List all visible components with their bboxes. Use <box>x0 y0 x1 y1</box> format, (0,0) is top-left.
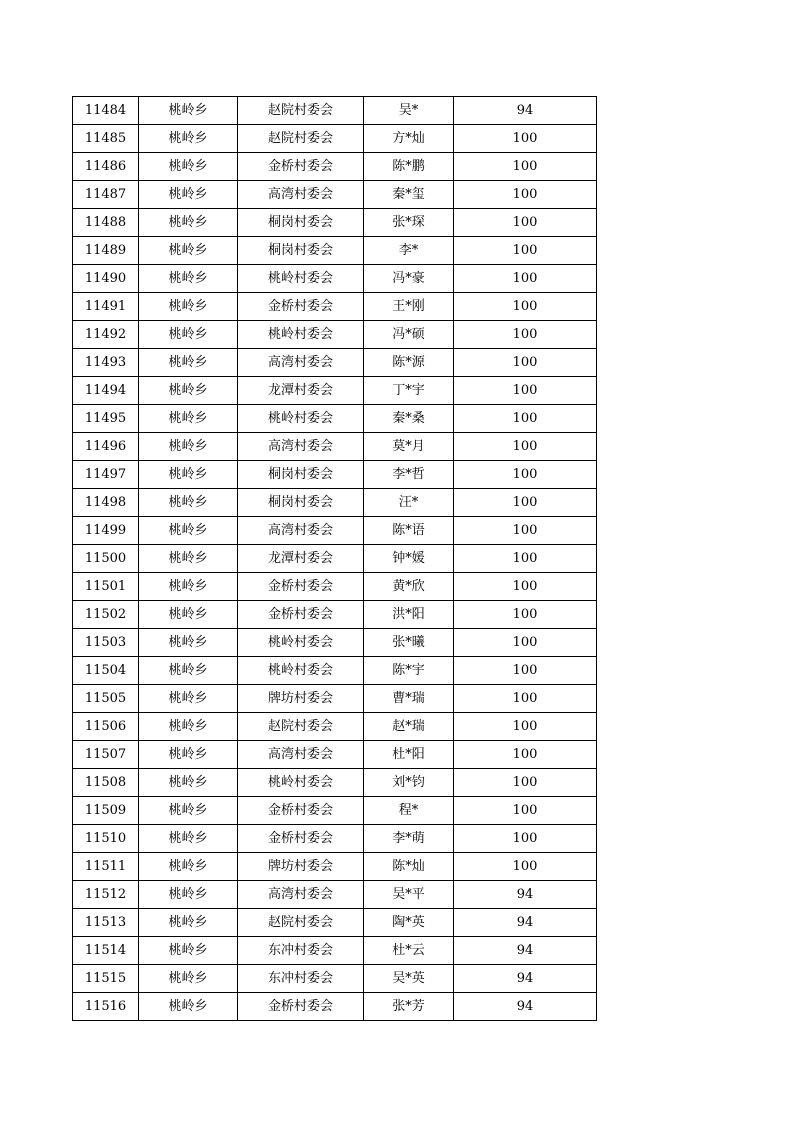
record-id-cell: 11513 <box>73 909 139 937</box>
record-id-cell: 11506 <box>73 713 139 741</box>
amount-cell: 100 <box>454 321 597 349</box>
amount-cell: 100 <box>454 265 597 293</box>
village-cell: 桐岗村委会 <box>238 237 364 265</box>
township-cell: 桃岭乡 <box>139 265 238 293</box>
amount-cell: 100 <box>454 741 597 769</box>
township-cell: 桃岭乡 <box>139 293 238 321</box>
township-cell: 桃岭乡 <box>139 965 238 993</box>
village-cell: 高湾村委会 <box>238 349 364 377</box>
person-name-cell: 冯*硕 <box>364 321 454 349</box>
village-cell: 龙潭村委会 <box>238 545 364 573</box>
amount-cell: 100 <box>454 433 597 461</box>
record-id-cell: 11485 <box>73 125 139 153</box>
record-id-cell: 11514 <box>73 937 139 965</box>
record-id-cell: 11503 <box>73 629 139 657</box>
person-name-cell: 洪*阳 <box>364 601 454 629</box>
village-cell: 高湾村委会 <box>238 433 364 461</box>
person-name-cell: 陈*宇 <box>364 657 454 685</box>
person-name-cell: 吴*平 <box>364 881 454 909</box>
township-cell: 桃岭乡 <box>139 181 238 209</box>
amount-cell: 100 <box>454 153 597 181</box>
township-cell: 桃岭乡 <box>139 881 238 909</box>
amount-cell: 100 <box>454 489 597 517</box>
township-cell: 桃岭乡 <box>139 741 238 769</box>
person-name-cell: 陈*源 <box>364 349 454 377</box>
amount-cell: 100 <box>454 853 597 881</box>
person-name-cell: 汪* <box>364 489 454 517</box>
village-cell: 赵院村委会 <box>238 909 364 937</box>
township-cell: 桃岭乡 <box>139 853 238 881</box>
record-id-cell: 11512 <box>73 881 139 909</box>
township-cell: 桃岭乡 <box>139 489 238 517</box>
township-cell: 桃岭乡 <box>139 573 238 601</box>
record-id-cell: 11508 <box>73 769 139 797</box>
amount-cell: 100 <box>454 293 597 321</box>
township-cell: 桃岭乡 <box>139 153 238 181</box>
person-name-cell: 吴*英 <box>364 965 454 993</box>
person-name-cell: 秦*玺 <box>364 181 454 209</box>
amount-cell: 100 <box>454 769 597 797</box>
person-name-cell: 王*刚 <box>364 293 454 321</box>
township-cell: 桃岭乡 <box>139 461 238 489</box>
village-cell: 金桥村委会 <box>238 601 364 629</box>
township-cell: 桃岭乡 <box>139 97 238 125</box>
table-row <box>73 909 597 937</box>
person-name-cell: 陶*英 <box>364 909 454 937</box>
village-cell: 金桥村委会 <box>238 825 364 853</box>
amount-cell: 94 <box>454 97 597 125</box>
township-cell: 桃岭乡 <box>139 405 238 433</box>
village-cell: 赵院村委会 <box>238 713 364 741</box>
record-id-cell: 11510 <box>73 825 139 853</box>
amount-cell: 100 <box>454 461 597 489</box>
person-name-cell: 丁*宇 <box>364 377 454 405</box>
record-id-cell: 11488 <box>73 209 139 237</box>
person-name-cell: 张*芳 <box>364 993 454 1021</box>
amount-cell: 94 <box>454 965 597 993</box>
record-id-cell: 11495 <box>73 405 139 433</box>
record-id-cell: 11496 <box>73 433 139 461</box>
table-row <box>73 489 597 517</box>
village-cell: 高湾村委会 <box>238 881 364 909</box>
amount-cell: 100 <box>454 181 597 209</box>
village-cell: 桃岭村委会 <box>238 405 364 433</box>
amount-cell: 100 <box>454 797 597 825</box>
township-cell: 桃岭乡 <box>139 349 238 377</box>
amount-cell: 94 <box>454 881 597 909</box>
table-row <box>73 545 597 573</box>
village-cell: 牌坊村委会 <box>238 853 364 881</box>
table-row <box>73 685 597 713</box>
table-row <box>73 601 597 629</box>
person-name-cell: 张*曦 <box>364 629 454 657</box>
amount-cell: 94 <box>454 909 597 937</box>
table-row <box>73 181 597 209</box>
record-id-cell: 11486 <box>73 153 139 181</box>
amount-cell: 100 <box>454 517 597 545</box>
amount-cell: 94 <box>454 993 597 1021</box>
amount-cell: 100 <box>454 601 597 629</box>
village-cell: 高湾村委会 <box>238 741 364 769</box>
record-table-body <box>73 97 597 1021</box>
person-name-cell: 陈*灿 <box>364 853 454 881</box>
person-name-cell: 钟*媛 <box>364 545 454 573</box>
amount-cell: 100 <box>454 125 597 153</box>
record-id-cell: 11500 <box>73 545 139 573</box>
table-row <box>73 97 597 125</box>
amount-cell: 100 <box>454 629 597 657</box>
township-cell: 桃岭乡 <box>139 433 238 461</box>
person-name-cell: 杜*云 <box>364 937 454 965</box>
village-cell: 金桥村委会 <box>238 797 364 825</box>
table-row <box>73 573 597 601</box>
table-row <box>73 461 597 489</box>
amount-cell: 100 <box>454 825 597 853</box>
table-row <box>73 321 597 349</box>
person-name-cell: 秦*桑 <box>364 405 454 433</box>
township-cell: 桃岭乡 <box>139 601 238 629</box>
village-cell: 东冲村委会 <box>238 937 364 965</box>
township-cell: 桃岭乡 <box>139 125 238 153</box>
record-table <box>72 96 597 1021</box>
amount-cell: 94 <box>454 937 597 965</box>
township-cell: 桃岭乡 <box>139 769 238 797</box>
record-id-cell: 11498 <box>73 489 139 517</box>
township-cell: 桃岭乡 <box>139 713 238 741</box>
amount-cell: 100 <box>454 545 597 573</box>
person-name-cell: 李*萌 <box>364 825 454 853</box>
village-cell: 桃岭村委会 <box>238 321 364 349</box>
person-name-cell: 杜*阳 <box>364 741 454 769</box>
table-row <box>73 237 597 265</box>
table-row <box>73 433 597 461</box>
table-row <box>73 713 597 741</box>
table-row <box>73 741 597 769</box>
table-row <box>73 965 597 993</box>
amount-cell: 100 <box>454 685 597 713</box>
table-row <box>73 293 597 321</box>
person-name-cell: 陈*鹏 <box>364 153 454 181</box>
amount-cell: 100 <box>454 349 597 377</box>
township-cell: 桃岭乡 <box>139 377 238 405</box>
village-cell: 桐岗村委会 <box>238 489 364 517</box>
township-cell: 桃岭乡 <box>139 321 238 349</box>
person-name-cell: 陈*语 <box>364 517 454 545</box>
township-cell: 桃岭乡 <box>139 657 238 685</box>
amount-cell: 100 <box>454 573 597 601</box>
person-name-cell: 莫*月 <box>364 433 454 461</box>
record-id-cell: 11487 <box>73 181 139 209</box>
amount-cell: 100 <box>454 713 597 741</box>
village-cell: 金桥村委会 <box>238 573 364 601</box>
person-name-cell: 李* <box>364 237 454 265</box>
person-name-cell: 赵*瑞 <box>364 713 454 741</box>
person-name-cell: 冯*豪 <box>364 265 454 293</box>
village-cell: 桃岭村委会 <box>238 769 364 797</box>
person-name-cell: 刘*钧 <box>364 769 454 797</box>
person-name-cell: 方*灿 <box>364 125 454 153</box>
township-cell: 桃岭乡 <box>139 685 238 713</box>
village-cell: 桃岭村委会 <box>238 265 364 293</box>
township-cell: 桃岭乡 <box>139 545 238 573</box>
township-cell: 桃岭乡 <box>139 517 238 545</box>
village-cell: 高湾村委会 <box>238 181 364 209</box>
township-cell: 桃岭乡 <box>139 237 238 265</box>
village-cell: 高湾村委会 <box>238 517 364 545</box>
township-cell: 桃岭乡 <box>139 909 238 937</box>
amount-cell: 100 <box>454 405 597 433</box>
table-row <box>73 209 597 237</box>
township-cell: 桃岭乡 <box>139 629 238 657</box>
record-id-cell: 11507 <box>73 741 139 769</box>
record-id-cell: 11511 <box>73 853 139 881</box>
table-row <box>73 937 597 965</box>
village-cell: 金桥村委会 <box>238 993 364 1021</box>
township-cell: 桃岭乡 <box>139 993 238 1021</box>
village-cell: 东冲村委会 <box>238 965 364 993</box>
township-cell: 桃岭乡 <box>139 209 238 237</box>
record-id-cell: 11516 <box>73 993 139 1021</box>
person-name-cell: 吴* <box>364 97 454 125</box>
village-cell: 赵院村委会 <box>238 97 364 125</box>
table-row <box>73 853 597 881</box>
person-name-cell: 黄*欣 <box>364 573 454 601</box>
record-id-cell: 11493 <box>73 349 139 377</box>
table-row <box>73 265 597 293</box>
table-row <box>73 349 597 377</box>
township-cell: 桃岭乡 <box>139 937 238 965</box>
record-id-cell: 11491 <box>73 293 139 321</box>
table-row <box>73 125 597 153</box>
person-name-cell: 曹*瑞 <box>364 685 454 713</box>
village-cell: 金桥村委会 <box>238 293 364 321</box>
table-row <box>73 657 597 685</box>
village-cell: 龙潭村委会 <box>238 377 364 405</box>
village-cell: 赵院村委会 <box>238 125 364 153</box>
record-id-cell: 11509 <box>73 797 139 825</box>
record-id-cell: 11502 <box>73 601 139 629</box>
village-cell: 桐岗村委会 <box>238 461 364 489</box>
amount-cell: 100 <box>454 237 597 265</box>
village-cell: 牌坊村委会 <box>238 685 364 713</box>
record-id-cell: 11494 <box>73 377 139 405</box>
record-id-cell: 11505 <box>73 685 139 713</box>
record-id-cell: 11504 <box>73 657 139 685</box>
amount-cell: 100 <box>454 657 597 685</box>
record-id-cell: 11492 <box>73 321 139 349</box>
village-cell: 金桥村委会 <box>238 153 364 181</box>
record-id-cell: 11501 <box>73 573 139 601</box>
table-row <box>73 797 597 825</box>
table-row <box>73 377 597 405</box>
person-name-cell: 李*哲 <box>364 461 454 489</box>
record-id-cell: 11489 <box>73 237 139 265</box>
village-cell: 桃岭村委会 <box>238 657 364 685</box>
table-row <box>73 825 597 853</box>
township-cell: 桃岭乡 <box>139 797 238 825</box>
table-row <box>73 881 597 909</box>
table-row <box>73 517 597 545</box>
village-cell: 桃岭村委会 <box>238 629 364 657</box>
record-id-cell: 11490 <box>73 265 139 293</box>
record-id-cell: 11484 <box>73 97 139 125</box>
table-row <box>73 993 597 1021</box>
amount-cell: 100 <box>454 209 597 237</box>
record-id-cell: 11497 <box>73 461 139 489</box>
person-name-cell: 张*琛 <box>364 209 454 237</box>
person-name-cell: 程* <box>364 797 454 825</box>
table-row <box>73 629 597 657</box>
township-cell: 桃岭乡 <box>139 825 238 853</box>
amount-cell: 100 <box>454 377 597 405</box>
table-row <box>73 153 597 181</box>
record-id-cell: 11515 <box>73 965 139 993</box>
record-id-cell: 11499 <box>73 517 139 545</box>
table-row <box>73 405 597 433</box>
village-cell: 桐岗村委会 <box>238 209 364 237</box>
table-row <box>73 769 597 797</box>
